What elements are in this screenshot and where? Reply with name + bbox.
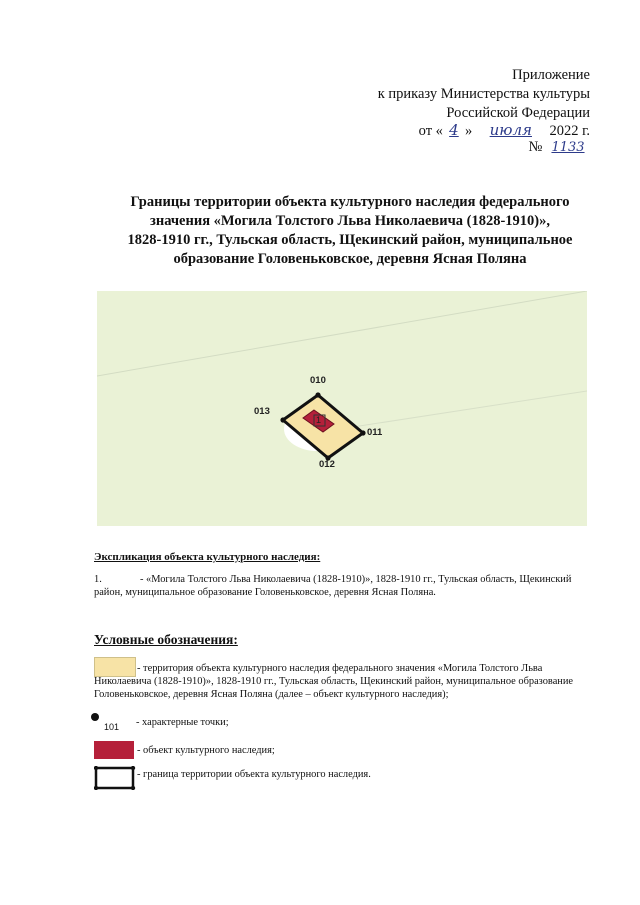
explication-item [94, 573, 600, 599]
map-faint-line [97, 291, 587, 376]
point-label-011: 011 [367, 427, 383, 438]
title-line-1: Границы территории объекта культурного наследия федерального [130, 194, 570, 210]
title-line-2: значения «Могила Толстого Льва Николаевича (1828-1910)», [150, 213, 550, 229]
explication-text-1: - «Могила Толстого Льва Николаевича (1828-1910)», 1828-1910 гг., Тульская область, Щекинский [140, 574, 572, 585]
header-order-ref: к приказу Министерства культуры [377, 86, 590, 102]
header-number [529, 138, 590, 157]
legend-heading: Условные обозначения: [94, 632, 238, 647]
legend-territory [94, 662, 600, 701]
explication-line-2: район, муниципальное образование Головеньковское, деревня Ясная Поляна. [94, 587, 436, 598]
object-number: 1 [316, 415, 322, 425]
date-month: июля [489, 121, 532, 139]
date-year: 2022 г. [549, 123, 590, 139]
date-prefix: от « [418, 123, 443, 139]
legend-boundary-text: - граница территории объекта культурного наследия. [137, 769, 371, 780]
legend-territory-line-3: Головеньковское, деревня Ясная Поляна (далее – объект культурного наследия); [94, 689, 449, 700]
legend-object-text: - объект культурного наследия; [137, 745, 275, 756]
point-label-012: 012 [319, 459, 335, 470]
document-title [100, 193, 600, 269]
number-value: 1133 [551, 140, 585, 155]
number-prefix: № [528, 139, 543, 155]
boundary-symbol [94, 766, 134, 788]
map-faint-line [327, 391, 587, 431]
point-010-marker [315, 392, 320, 397]
legend-territory-line-2: Николаевича (1828-1910)», 1828-1910 гг., Тульская область, Щекинский район, муниципальное образование [94, 676, 574, 687]
explication-number: 1. [94, 574, 102, 585]
boundary-symbol-svg [94, 766, 136, 790]
point-label-010: 010 [310, 375, 326, 386]
date-mid: » [464, 123, 473, 139]
boundary-map [97, 291, 587, 526]
date-day: 4 [449, 121, 459, 139]
header-federation: Российской Федерации [446, 105, 590, 121]
title-line-3: 1828-1910 гг., Тульская область, Щекинский район, муниципальное [127, 232, 573, 248]
legend-territory-line-1: - территория объекта культурного наследия федерального значения «Могила Толстого Льва [137, 663, 543, 674]
point-013-marker [280, 417, 285, 422]
point-011-marker [360, 430, 365, 435]
header-appendix: Приложение [512, 67, 590, 83]
object-swatch [94, 741, 134, 759]
point-symbol-icon [91, 713, 99, 721]
point-example-label: 101 [104, 722, 120, 732]
map-svg [97, 291, 587, 526]
title-line-4: образование Головеньковское, деревня Ясная Поляна [173, 251, 527, 267]
legend-point-text: - характерные точки; [136, 717, 229, 728]
point-label-013: 013 [254, 406, 270, 417]
explication-line-1 [94, 573, 600, 586]
explication-heading: Экспликация объекта культурного наследия: [94, 551, 321, 563]
